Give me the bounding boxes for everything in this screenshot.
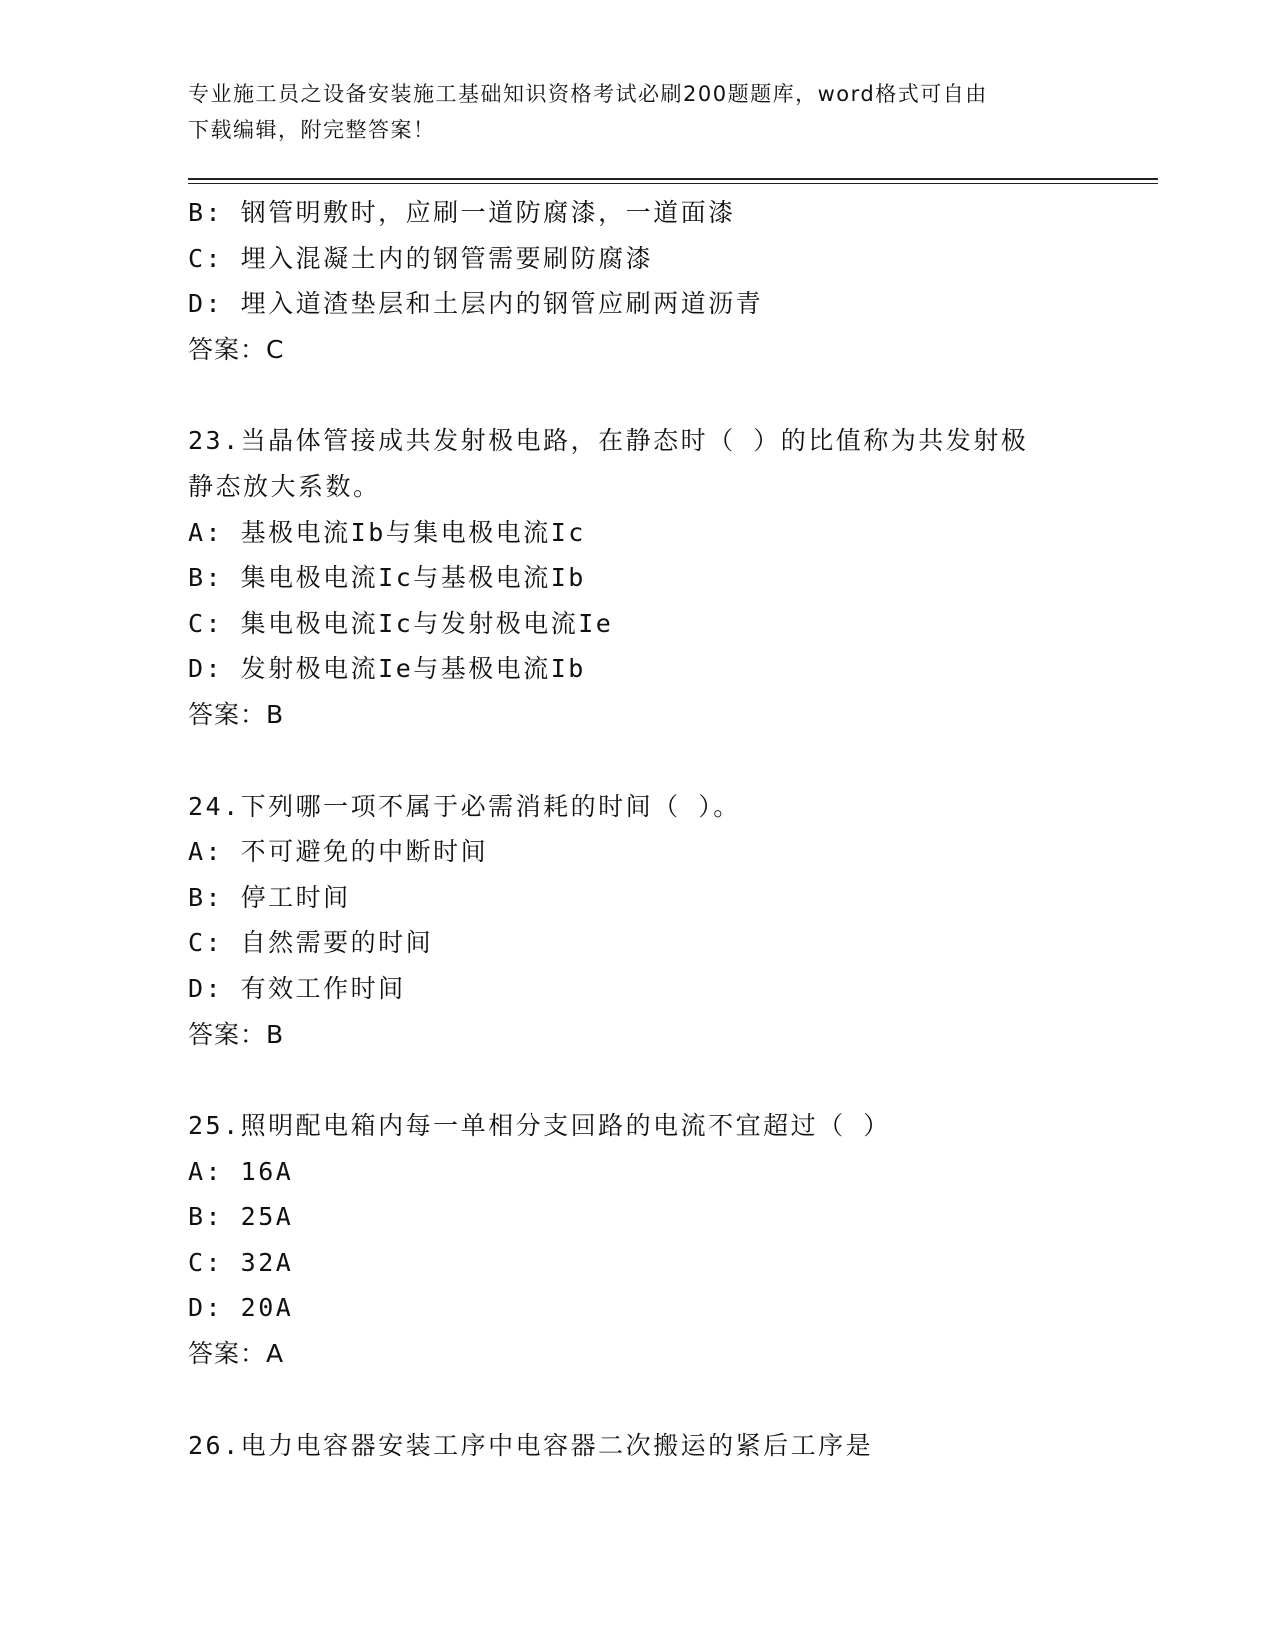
page-header (188, 76, 1068, 148)
question-22-partial (188, 190, 1088, 372)
header-title-line-1: 专业施工员之设备安装施工基础知识资格考试必刷200题题库，word格式可自由 (188, 82, 988, 106)
option-b: B: 25A (188, 1202, 294, 1232)
option-c: C: 自然需要的时间 (188, 928, 434, 958)
answer: 答案：B (188, 1019, 285, 1049)
option-b: B: 集电极电流Ic与基极电流Ib (188, 563, 586, 593)
question-stem: 25.照明配电箱内每一单相分支回路的电流不宜超过（ ） (188, 1111, 891, 1141)
option-c: C: 32A (188, 1247, 294, 1277)
question-stem: 26.电力电容器安装工序中电容器二次搬运的紧后工序是 (188, 1430, 874, 1460)
question-26 (188, 1423, 1088, 1469)
header-title-line-2: 下载编辑，附完整答案！ (188, 118, 436, 142)
option-c: C: 集电极电流Ic与发射极电流Ie (188, 608, 614, 638)
option-a: A: 基极电流Ib与集电极电流Ic (188, 517, 586, 547)
question-24 (188, 784, 1088, 1058)
header-rule-thick (188, 178, 1158, 180)
option-a: A: 不可避免的中断时间 (188, 837, 489, 867)
question-23 (188, 418, 1088, 737)
option-a: A: 16A (188, 1156, 294, 1186)
option-d: D: 埋入道渣垫层和土层内的钢管应刷两道沥青 (188, 289, 764, 319)
option-d: D: 有效工作时间 (188, 973, 406, 1003)
option-d: D: 20A (188, 1293, 294, 1323)
header-rule-thin (188, 183, 1158, 184)
question-stem: 24.下列哪一项不属于必需消耗的时间（ ）。 (188, 791, 741, 821)
answer: 答案：B (188, 699, 285, 729)
answer: 答案：C (188, 334, 285, 364)
question-content (188, 190, 1088, 1468)
option-b: B: 停工时间 (188, 882, 351, 912)
question-stem-line-1: 23.当晶体管接成共发射极电路，在静态时（ ）的比值称为共发射极 (188, 426, 1029, 456)
option-d: D: 发射极电流Ie与基极电流Ib (188, 654, 586, 684)
option-b: B: 钢管明敷时，应刷一道防腐漆，一道面漆 (188, 198, 736, 227)
question-25 (188, 1103, 1088, 1377)
option-c: C: 埋入混凝土内的钢管需要刷防腐漆 (188, 243, 654, 273)
question-stem-line-2: 静态放大系数。 (188, 471, 381, 501)
answer: 答案：A (188, 1339, 285, 1369)
